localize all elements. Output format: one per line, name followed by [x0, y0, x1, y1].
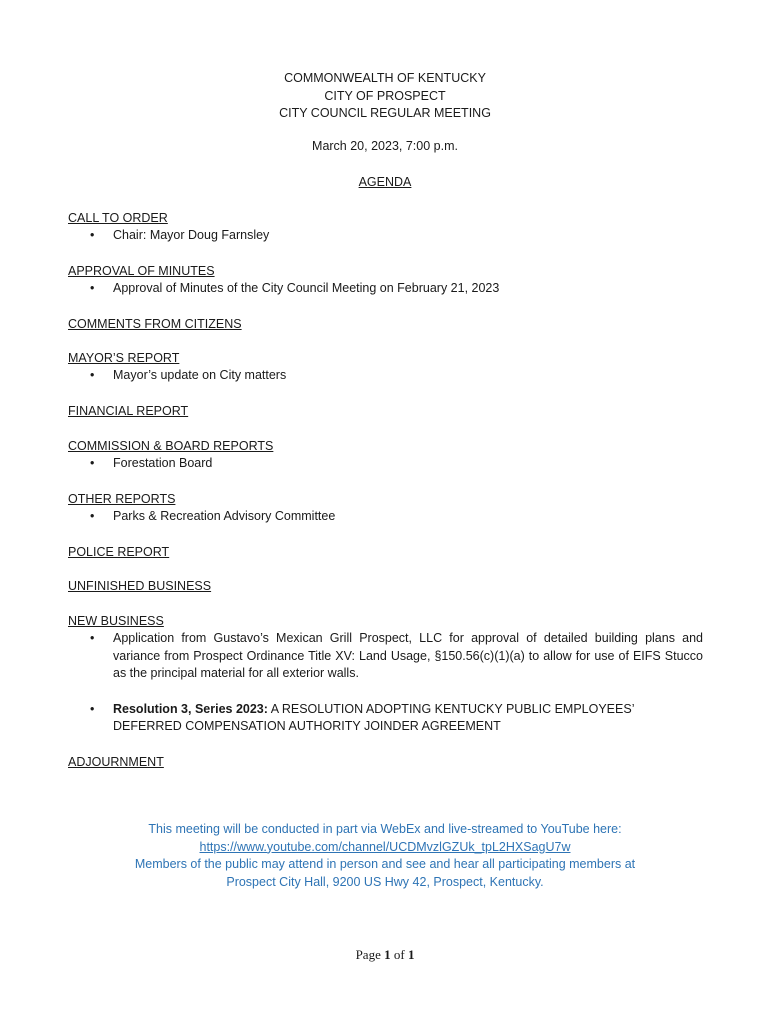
resolution-label: Resolution 3, Series 2023:: [113, 701, 268, 716]
list-item: • Chair: Mayor Doug Farnsley: [68, 227, 708, 245]
notice-line: This meeting will be conducted in part via WebEx and live-streamed to YouTube here:: [148, 822, 622, 836]
list-item: • Parks & Recreation Advisory Committee: [68, 508, 708, 526]
section-unfinished-business: [68, 577, 708, 595]
document-header: [0, 70, 770, 123]
notice-line: Members of the public may attend in person and see and hear all participating members at: [134, 857, 636, 871]
section-mayors-report: [68, 349, 708, 385]
section-approval-of-minutes: [68, 262, 708, 298]
meeting-notice: [0, 821, 770, 891]
list-item: [68, 701, 703, 736]
page-footer: [0, 947, 770, 963]
section-heading: FINANCIAL REPORT: [68, 404, 189, 418]
header-line-city: CITY OF PROSPECT: [324, 88, 446, 103]
section-adjournment: [68, 753, 708, 771]
page-total: 1: [407, 947, 415, 962]
list-item: • Forestation Board: [68, 455, 708, 473]
section-police-report: [68, 543, 708, 561]
section-other-reports: [68, 490, 708, 526]
list-item: • Application from Gustavo’s Mexican Grill Prospect, LLC for approval of detailed building plans and variance from Prospect Ordinance Title XV: Land Usage, §150.56(c)(1)(a) to allow for use of EIFS Stucco as the principal material for all exterior walls.: [68, 630, 703, 683]
notice-line: Prospect City Hall, 9200 US Hwy 42, Prospect, Kentucky.: [226, 874, 544, 889]
section-financial-report: [68, 402, 708, 420]
section-heading: MAYOR’S REPORT: [68, 351, 180, 365]
section-heading: NEW BUSINESS: [68, 614, 164, 628]
section-heading: CALL TO ORDER: [68, 211, 168, 225]
header-line-commonwealth: COMMONWEALTH OF KENTUCKY: [284, 71, 486, 85]
agenda-title: AGENDA: [358, 175, 412, 189]
page-number: 1: [384, 947, 391, 962]
section-heading: APPROVAL OF MINUTES: [68, 264, 215, 278]
meeting-date: March 20, 2023, 7:00 p.m.: [312, 139, 458, 153]
header-line-meeting: CITY COUNCIL REGULAR MEETING: [279, 106, 491, 120]
section-call-to-order: [68, 209, 708, 245]
list-item: • Approval of Minutes of the City Council Meeting on February 21, 2023: [68, 280, 708, 298]
section-new-business: [68, 612, 708, 736]
section-heading: OTHER REPORTS: [68, 492, 176, 506]
section-heading: UNFINISHED BUSINESS: [68, 579, 212, 593]
youtube-link[interactable]: https://www.youtube.com/channel/UCDMvzlGZUk_tpL2HXSagU7w: [199, 839, 571, 854]
page-word: Page: [355, 947, 381, 962]
list-item: • Mayor’s update on City matters: [68, 367, 708, 385]
section-heading: COMMISSION & BOARD REPORTS: [68, 439, 274, 453]
section-heading: COMMENTS FROM CITIZENS: [68, 317, 242, 331]
of-word: of: [393, 947, 405, 962]
resolution-text: A RESOLUTION ADOPTING KENTUCKY PUBLIC EMPLOYEES’ DEFERRED COMPENSATION AUTHORITY JOINDER AGREEMENT: [113, 701, 635, 733]
section-heading: ADJOURNMENT: [68, 755, 164, 769]
section-comments-from-citizens: [68, 315, 708, 333]
section-heading: POLICE REPORT: [68, 545, 170, 559]
section-commission-board-reports: [68, 437, 708, 473]
